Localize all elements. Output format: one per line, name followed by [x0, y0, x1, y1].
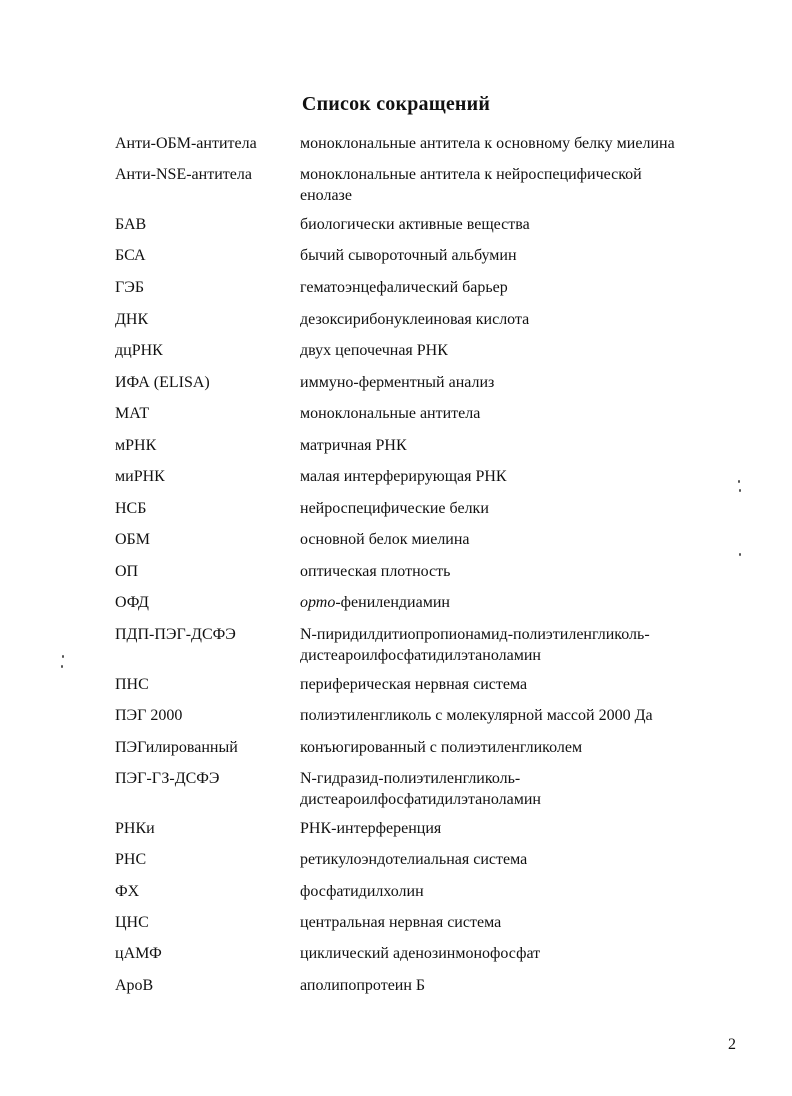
abbreviation-definition	[300, 309, 770, 330]
abbreviation-definition	[300, 592, 770, 613]
abbreviation-term: ОФД	[115, 594, 149, 611]
abbreviation-definition	[300, 768, 770, 810]
abbreviation-term: ПДП-ПЭГ-ДСФЭ	[115, 626, 236, 643]
abbreviation-term: ПНС	[115, 676, 149, 693]
abbreviation-term: НСБ	[115, 500, 147, 517]
abbreviation-term: БСА	[115, 247, 146, 264]
definition-text: -фенилендиамин	[335, 594, 450, 611]
abbreviation-term: БАВ	[115, 216, 147, 233]
abbreviation-definition	[300, 372, 770, 393]
definition-line: оптическая плотность	[300, 563, 451, 580]
abbreviation-term: МАТ	[115, 405, 150, 422]
scan-speck	[739, 489, 741, 492]
abbreviation-term: ОБМ	[115, 531, 150, 548]
definition-line: нейроспецифические белки	[300, 500, 489, 517]
definition-line: дистеароилфосфатидилэтаноламин	[300, 647, 541, 664]
abbreviation-term: ЦНС	[115, 914, 149, 931]
abbreviation-definition	[300, 403, 770, 424]
abbreviation-definition	[300, 674, 770, 695]
definition-line: двух цепочечная РНК	[300, 342, 448, 359]
abbreviation-term: ИФА (ELISA)	[115, 374, 210, 391]
definition-line	[300, 592, 770, 613]
abbreviation-term: дцРНК	[115, 342, 163, 359]
scan-speck	[62, 655, 64, 658]
abbreviation-term: ФХ	[115, 883, 140, 900]
abbreviation-definition	[300, 340, 770, 361]
definition-line: енолазе	[300, 187, 352, 204]
abbreviation-definition	[300, 849, 770, 870]
definition-line: бычий сывороточный альбумин	[300, 247, 517, 264]
abbreviation-definition	[300, 737, 770, 758]
definition-line: гематоэнцефалический барьер	[300, 279, 508, 296]
page-number: 2	[728, 1036, 736, 1053]
definition-line: N-гидразид-полиэтиленгликоль-	[300, 770, 521, 787]
abbreviation-definition	[300, 214, 770, 235]
abbreviation-definition	[300, 529, 770, 550]
abbreviation-term: мРНК	[115, 437, 157, 454]
definition-line: циклический аденозинмонофосфат	[300, 945, 541, 962]
abbreviation-term: ПЭГ 2000	[115, 707, 183, 724]
definition-line: дезоксирибонуклеиновая кислота	[300, 311, 530, 328]
abbreviation-term: Анти-ОБМ-антитела	[115, 135, 257, 152]
abbreviation-term: РНС	[115, 851, 147, 868]
definition-line: основной белок миелина	[300, 531, 470, 548]
abbreviation-definition	[300, 277, 770, 298]
definition-line: N-пиридилдитиопропионамид-полиэтиленгликоль-	[300, 626, 650, 643]
abbreviation-term: ApoB	[115, 977, 154, 994]
abbreviation-definition	[300, 624, 770, 666]
abbreviation-term: ПЭГ-ГЗ-ДСФЭ	[115, 770, 220, 787]
definition-line: моноклональные антитела к нейроспецифической	[300, 166, 642, 183]
abbreviation-definition	[300, 164, 770, 206]
abbreviation-definition	[300, 912, 770, 933]
abbreviation-term: ПЭГилированный	[115, 739, 238, 756]
definition-line: матричная РНК	[300, 437, 407, 454]
abbreviation-term: ГЭБ	[115, 279, 144, 296]
abbreviation-definition	[300, 818, 770, 839]
abbreviation-definition	[300, 498, 770, 519]
abbreviation-term: РНКи	[115, 820, 155, 837]
definition-line: аполипопротеин Б	[300, 977, 426, 994]
abbreviation-definition	[300, 943, 770, 964]
definition-line: иммуно-ферментный анализ	[300, 374, 495, 391]
scan-speck	[61, 665, 63, 668]
page-title: Список сокращений	[301, 93, 491, 115]
definition-line: РНК-интерференция	[300, 820, 442, 837]
abbreviation-definition	[300, 466, 770, 487]
abbreviation-definition	[300, 245, 770, 266]
definition-line: полиэтиленгликоль с молекулярной массой 2000 Да	[300, 707, 653, 724]
definition-italic-prefix: орто	[300, 594, 336, 611]
abbreviation-definition	[300, 975, 770, 996]
definition-line: моноклональные антитела	[300, 405, 481, 422]
abbreviation-term: Анти-NSE-антитела	[115, 166, 252, 183]
abbreviation-definition	[300, 435, 770, 456]
abbreviation-definition	[300, 705, 770, 726]
definition-line: конъюгированный с полиэтиленгликолем	[300, 739, 583, 756]
definition-line: малая интерферирующая РНК	[300, 468, 507, 485]
definition-line: моноклональные антитела к основному белку миелина	[300, 135, 675, 152]
definition-line: дистеароилфосфатидилэтаноламин	[300, 791, 541, 808]
definition-line: ретикулоэндотелиальная система	[300, 851, 528, 868]
definition-line: биологически активные вещества	[300, 216, 530, 233]
definition-line: центральная нервная система	[300, 914, 502, 931]
abbreviation-definition	[300, 133, 770, 154]
scan-speck	[739, 553, 741, 556]
abbreviation-definition	[300, 881, 770, 902]
scan-speck	[738, 480, 740, 483]
definition-line: фосфатидилхолин	[300, 883, 424, 900]
abbreviation-term: ОП	[115, 563, 139, 580]
definition-line: периферическая нервная система	[300, 676, 528, 693]
abbreviation-term: цАМФ	[115, 945, 162, 962]
abbreviation-term: миРНК	[115, 468, 165, 485]
abbreviation-term: ДНК	[115, 311, 149, 328]
abbreviation-definition	[300, 561, 770, 582]
